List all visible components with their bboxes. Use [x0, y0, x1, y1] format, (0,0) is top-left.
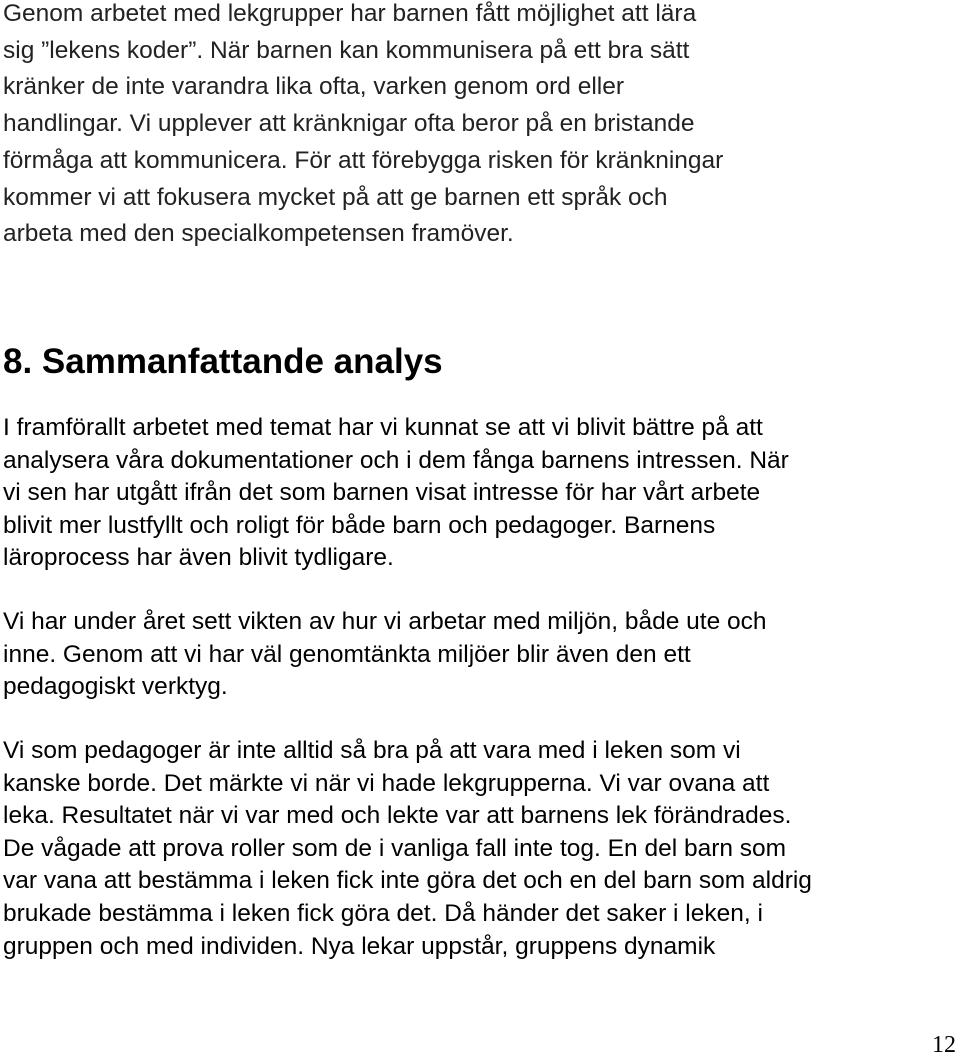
- text-line: var vana att bestämma i leken fick inte göra det och en del barn som aldrig: [3, 867, 812, 895]
- text-line: förmåga att kommunicera. För att förebygga risken för kränkningar: [3, 146, 724, 174]
- text-line: läroprocess har även blivit tydligare.: [3, 544, 394, 572]
- page-number: 12: [932, 1032, 956, 1058]
- analysis-paragraph-1: [3, 412, 789, 575]
- text-line: analysera våra dokumentationer och i dem fånga barnens intressen. När: [3, 446, 789, 474]
- text-line: Vi har under året sett vikten av hur vi arbetar med miljön, både ute och: [3, 608, 767, 635]
- text-line: Vi som pedagoger är inte alltid så bra på att vara med i leken som vi: [3, 737, 741, 764]
- text-line: arbeta med den specialkompetensen framöver.: [3, 220, 514, 248]
- section-heading: 8. Sammanfattande analys: [3, 342, 443, 381]
- text-line: I framförallt arbetet med temat har vi kunnat se att vi blivit bättre på att: [3, 414, 763, 441]
- text-line: blivit mer lustfyllt och roligt för både barn och pedagoger. Barnens: [3, 511, 716, 539]
- text-line: kanske borde. Det märkte vi när vi hade lekgrupperna. Vi var ovana att: [3, 769, 770, 797]
- text-line: brukade bestämma i leken fick göra det. Då händer det saker i leken, i: [3, 899, 763, 927]
- text-line: vi sen har utgått ifrån det som barnen visat intresse för har vårt arbete: [3, 479, 761, 507]
- text-line: kommer vi att fokusera mycket på att ge barnen ett språk och: [3, 183, 668, 211]
- text-line: pedagogiskt verktyg.: [3, 673, 228, 701]
- text-line: inne. Genom att vi har väl genomtänkta miljöer blir även den ett: [3, 640, 691, 668]
- text-line: kränker de inte varandra lika ofta, varken genom ord eller: [3, 73, 624, 101]
- text-line: Genom arbetet med lekgrupper har barnen fått möjlighet att lära: [3, 0, 697, 27]
- intro-paragraph: [3, 0, 723, 253]
- analysis-paragraph-3: [3, 735, 812, 963]
- text-line: handlingar. Vi upplever att kränknigar ofta beror på en bristande: [3, 110, 695, 138]
- text-line: sig ”lekens koder”. När barnen kan kommunisera på ett bra sätt: [3, 36, 690, 64]
- analysis-paragraph-2: [3, 606, 767, 704]
- text-line: gruppen och med individen. Nya lekar uppstår, gruppens dynamik: [3, 932, 716, 960]
- text-line: De vågade att prova roller som de i vanliga fall inte tog. En del barn som: [3, 834, 787, 862]
- text-line: leka. Resultatet när vi var med och lekte var att barnens lek förändrades.: [3, 802, 792, 830]
